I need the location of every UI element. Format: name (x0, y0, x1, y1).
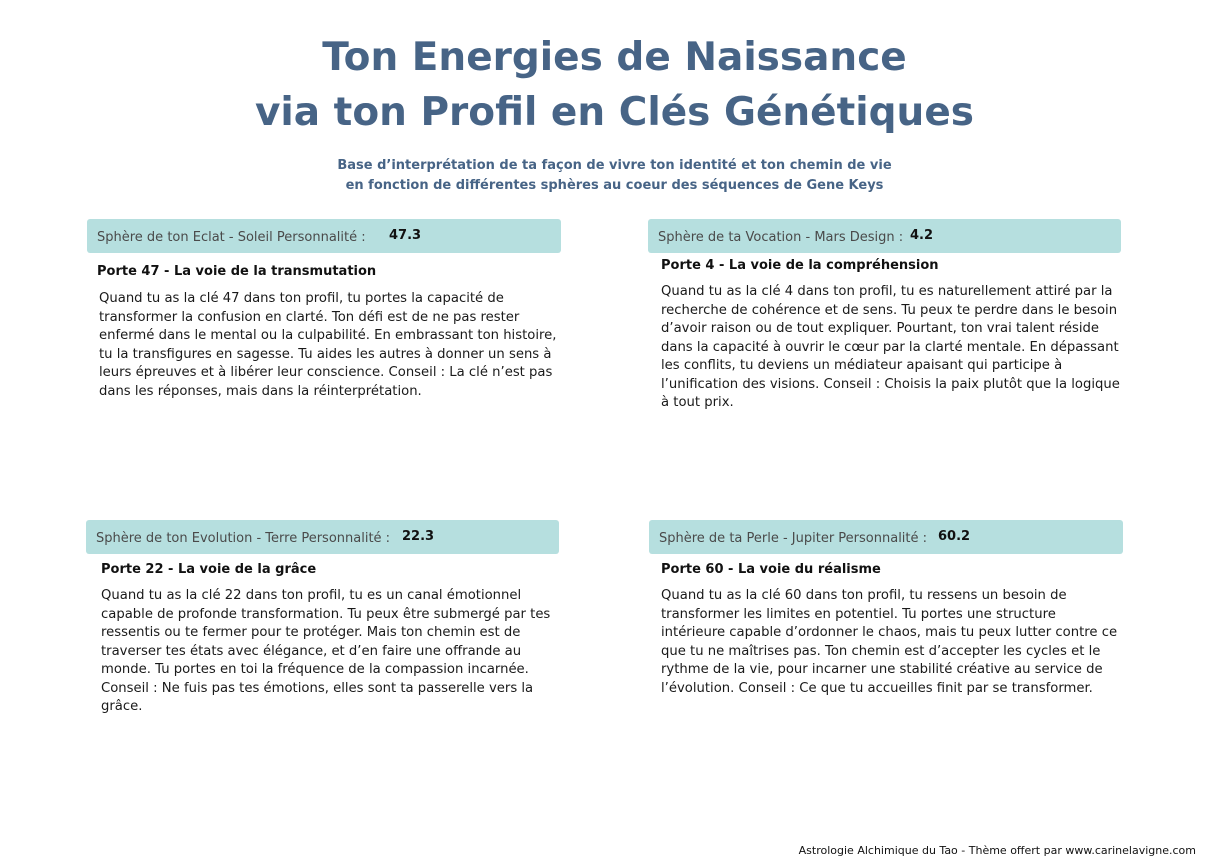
porte-title: Porte 47 - La voie de la transmutation (97, 264, 377, 279)
subtitle-line-1: Base d’interprétation de ta façon de vivre ton identité et ton chemin de vie (337, 158, 892, 173)
page-title (0, 30, 1229, 140)
card-sphere-eclat (87, 219, 561, 399)
footer-credit: Astrologie Alchimique du Tao - Thème offert par www.carinelavigne.com (798, 844, 1196, 857)
sphere-label: Sphère de ton Evolution - Terre Personnalité : (96, 530, 391, 546)
gene-key-value: 60.2 (938, 529, 971, 544)
gene-key-value: 22.3 (402, 529, 435, 544)
subtitle (0, 156, 1229, 195)
porte-title: Porte 60 - La voie du réalisme (661, 562, 881, 577)
title-line-1: Ton Energies de Naissance (322, 35, 907, 80)
gene-key-value: 47.3 (389, 228, 422, 243)
sphere-label: Sphère de ta Vocation - Mars Design : (658, 229, 904, 245)
gene-key-value: 4.2 (910, 228, 934, 243)
card-sphere-perle (649, 520, 1123, 696)
sphere-label: Sphère de ton Eclat - Soleil Personnalité : (97, 229, 366, 245)
porte-description: Quand tu as la clé 4 dans ton profil, tu es naturellement attiré par la recherche de cohérence et de sens. Tu peux te perdre dans le besoin d’avoir raison ou de tout expliquer. Pourtant, ton vrai talent réside dans la capacité à ouvrir le cœur par la clarté mentale. En dépassant les conflits, tu deviens un médiateur apaisant qui participe à l’unification des visions. Conseil : Choisis la paix plutôt que la logique à tout prix. (661, 284, 1120, 410)
porte-description: Quand tu as la clé 60 dans ton profil, tu ressens un besoin de transformer les limites en potentiel. Tu portes une structure intérieure capable d’ordonner le chaos, mais tu peux lutter contre ce que tu ne maîtrises pas. Ton chemin est d’accepter les cycles et le rythme de la vie, pour incarner une stabilité créative au service de l’évolution. Conseil : Ce que tu accueilles finit par se transformer. (661, 588, 1118, 696)
sphere-header-bar (648, 219, 1121, 253)
sphere-header-bar (87, 219, 561, 253)
sphere-label: Sphère de ta Perle - Jupiter Personnalité : (659, 530, 928, 546)
sphere-header-bar (649, 520, 1123, 554)
subtitle-line-2: en fonction de différentes sphères au coeur des séquences de Gene Keys (345, 177, 884, 193)
porte-description: Quand tu as la clé 47 dans ton profil, tu portes la capacité de transformer la confusion en clarté. Ton défi est de ne pas rester enfermé dans le mental ou la culpabilité. En embrassant ton histoire, tu la transfigures en sagesse. Tu aides les autres à donner un sens à leurs épreuves et à libérer leur conscience. Conseil : La clé n’est pas dans les réponses, mais dans la réinterprétation. (99, 291, 557, 399)
porte-description: Quand tu as la clé 22 dans ton profil, tu es un canal émotionnel capable de profonde transformation. Tu peux être submergé par tes ressentis ou te fermer pour te protéger. Mais ton chemin est de traverser tes états avec élégance, et d’en faire une offrande au monde. Tu portes en toi la fréquence de la compassion incarnée. Conseil : Ne fuis pas tes émotions, elles sont ta passerelle vers la grâce. (101, 588, 551, 714)
sphere-header-bar (86, 520, 559, 554)
card-sphere-evolution (86, 520, 559, 714)
title-line-2: via ton Profil en Clés Génétiques (255, 90, 974, 135)
porte-title: Porte 4 - La voie de la compréhension (661, 258, 939, 273)
card-sphere-vocation (648, 219, 1121, 410)
porte-title: Porte 22 - La voie de la grâce (101, 562, 317, 577)
